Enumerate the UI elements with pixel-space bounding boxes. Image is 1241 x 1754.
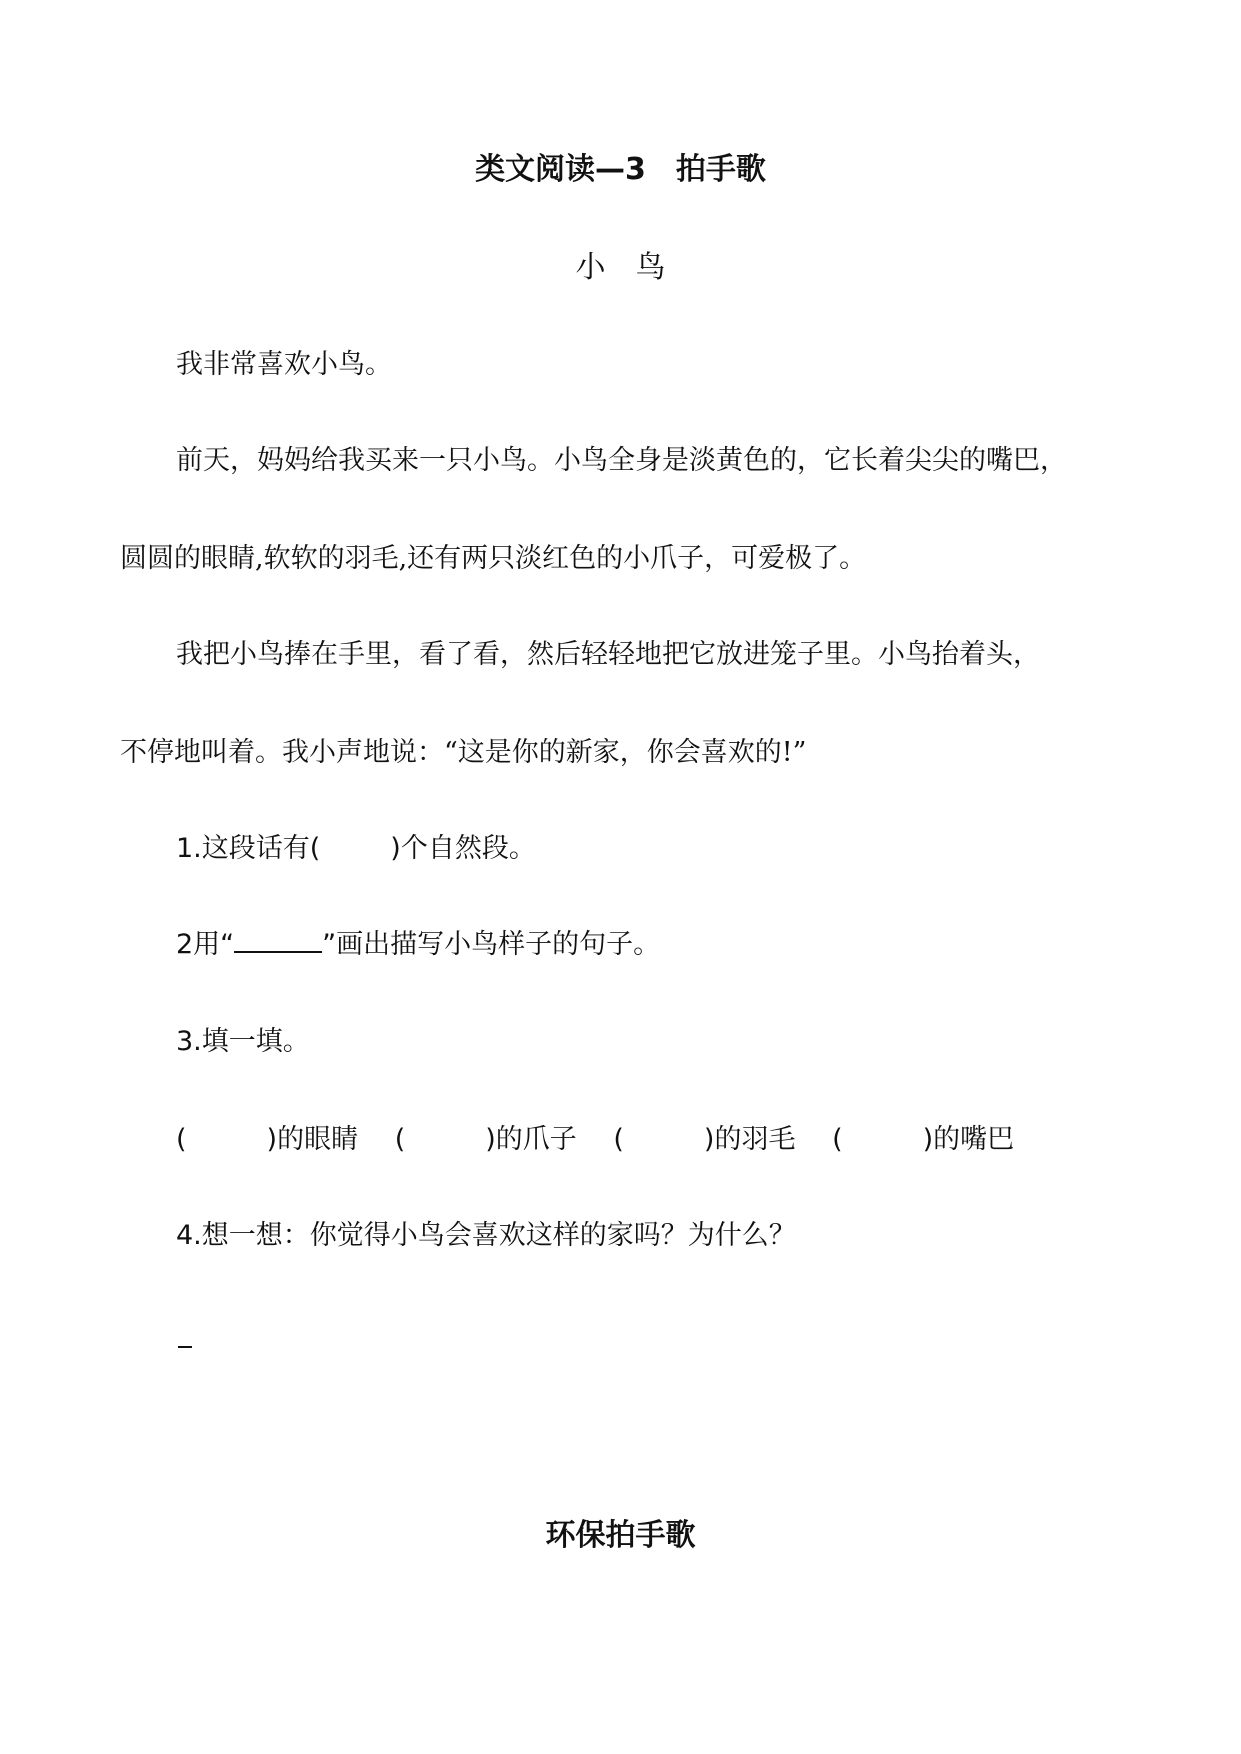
- question-2-text-start: 2用“: [176, 929, 235, 960]
- story-title: 小鸟: [575, 250, 696, 285]
- fill-item-eyes: [176, 1120, 358, 1160]
- passage-line-4: 我把小鸟捧在手里，看了看，然后轻轻地把它放进笼子里。小鸟抬着头，: [176, 639, 1040, 670]
- question-3-fill-row: [176, 1120, 1042, 1160]
- fill-open-paren: (: [176, 1124, 187, 1155]
- question-1-text-start: 1.这段话有(: [176, 833, 321, 864]
- question-2-text-end: ”画出描写小鸟样子的句子。: [322, 929, 661, 960]
- passage-line-3: 圆圆的眼睛,软软的羽毛,还有两只淡红色的小爪子，可爱极了。: [120, 543, 867, 574]
- question-2-underline-sample: [234, 925, 322, 953]
- fill-label-beak: )的嘴巴: [922, 1124, 1015, 1155]
- question-4: 4.想一想：你觉得小鸟会喜欢这样的家吗？为什么？: [176, 1220, 796, 1251]
- passage-line-2: 前天，妈妈给我买来一只小鸟。小鸟全身是淡黄色的，它长着尖尖的嘴巴，: [176, 445, 1067, 476]
- fill-item-beak: [832, 1120, 1014, 1160]
- passage-line-1: 我非常喜欢小鸟。: [176, 349, 392, 380]
- passage-line-5: 不停地叫着。我小声地说：“这是你的新家，你会喜欢的!”: [120, 737, 807, 768]
- fill-item-claws: [395, 1120, 577, 1160]
- fill-label-feathers: )的羽毛: [703, 1124, 796, 1155]
- fill-item-feathers: [613, 1120, 795, 1160]
- fill-label-eyes: )的眼睛: [266, 1124, 359, 1155]
- question-4-answer-line[interactable]: [178, 1346, 192, 1348]
- question-2: [176, 925, 1136, 965]
- question-3: 3.填一填。: [176, 1026, 310, 1057]
- fill-open-paren: (: [613, 1124, 624, 1155]
- fill-open-paren: (: [832, 1124, 843, 1155]
- page-title: 类文阅读—3 拍手歌: [475, 152, 766, 187]
- question-1: [176, 829, 1136, 869]
- fill-label-claws: )的爪子: [485, 1124, 577, 1155]
- fill-open-paren: (: [394, 1124, 406, 1155]
- next-section-title: 环保拍手歌: [545, 1518, 696, 1553]
- question-1-text-end: )个自然段。: [390, 833, 536, 864]
